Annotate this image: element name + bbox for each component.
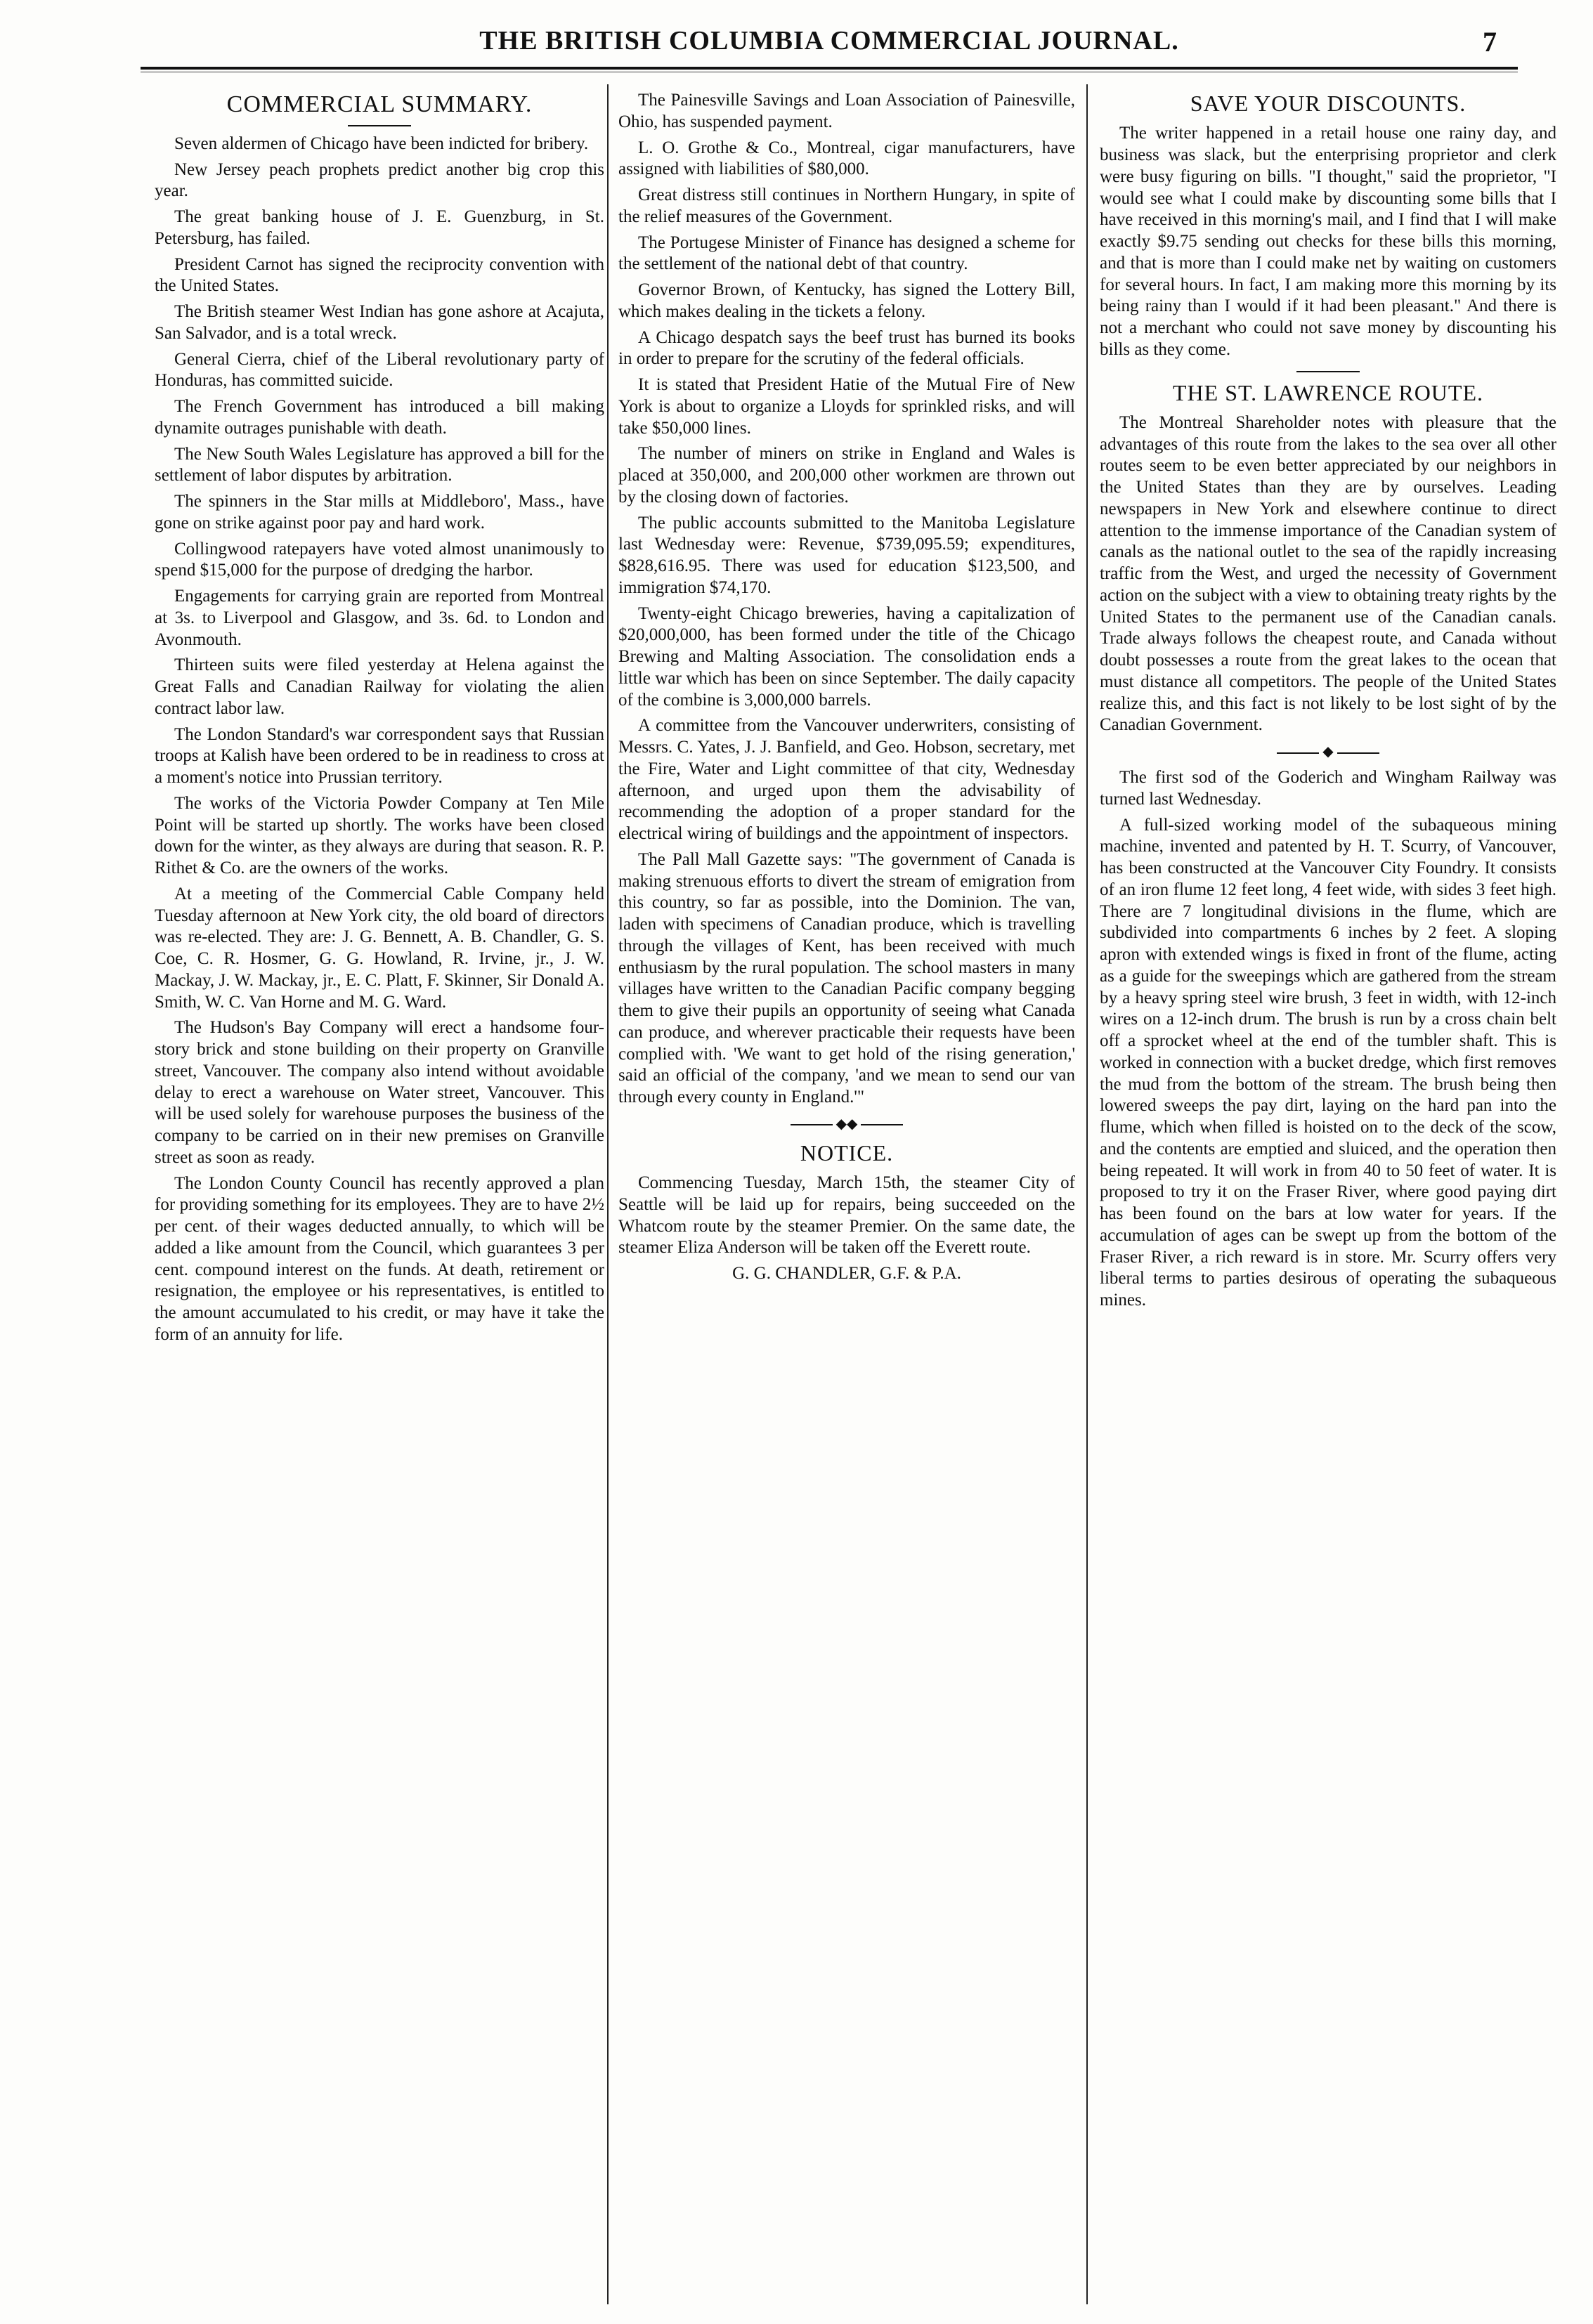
news-item: Great distress still continues in Northern Hungary, in spite of the relief measures of the Government. — [618, 185, 1075, 226]
news-item: The spinners in the Star mills at Middleboro', Mass., have gone on strike against poor pay and hard work. — [155, 492, 604, 533]
notice-signature: G. G. CHANDLER, G.F. & P.A. — [732, 1264, 961, 1284]
news-item: It is stated that President Hatie of the Mutual Fire of New York is about to organize a Lloyds for sprinkled risks, and will take $50,000 lines. — [618, 375, 1075, 438]
article-text: The writer happened in a retail house one rainy day, and business was slack, but the enterprising proprietor and clerk were busy figuring on bills. "I thought," said the proprietor, "I would see what I could make by discounting some bills that I have received in this morning's mail, and I find that I will make exactly $9.75 sending out checks for these bills this morning, and that is more than I could make net by waiting on customers for several hours. In fact, I am making more this morning by its being rainy than I would if it had been pleasant." And there is not a merchant who could not save money by discounting his bills as they come. — [1100, 124, 1556, 359]
news-item: The Hudson's Bay Company will erect a handsome four-story brick and stone building on their property on Granville street, Vancouver. The company also intend without avoidable delay to erect a warehouse on Water street, Vancouver. This will be used solely for warehouse purposes the business of the company to be carried on in their new premises on Granville street as soon as ready. — [155, 1018, 604, 1167]
article-text: The Montreal Shareholder notes with pleasure that the advantages of this route from the lakes to the sea over all other routes seem to be even better appreciated by our neighbors in the United States than they are by ourselves. Leading newspapers in New York and elsewhere continue to direct attention to the immense importance of the Canadian system of canals as the national outlet to the sea of the rapidly increasing traffic from the West, and urged the necessity of Government action on the subject with a view to obtaining treaty rights by the United States to the permanent use of the Canadian canals. Trade always follows the cheapest route, and Canada without doubt possesses a route from the great lakes to the ocean that must distance all competitors. The people of the United States realize this, and this fact is not likely to be lost sight of by the Canadian Government. — [1100, 412, 1556, 735]
news-item: The public accounts submitted to the Manitoba Legislature last Wednesday were: Revenue, $739,095.59; expenditures, $828,616.95. There was used for education $123,500, and immigration $74,170. — [618, 513, 1075, 597]
news-item: L. O. Grothe & Co., Montreal, cigar manufacturers, have assigned with liabilities of $80,000. — [618, 138, 1075, 179]
news-item: The works of the Victoria Powder Company at Ten Mile Point will be started up shortly. The works have been closed down for the winter, as they always are during that season. R. P. Rithet & Co. are the owners of the works. — [155, 793, 604, 878]
section-heading: THE ST. LAWRENCE ROUTE. — [1172, 379, 1483, 405]
column-news-continued — [618, 90, 1075, 1285]
section-heading: COMMERCIAL SUMMARY. — [226, 91, 533, 117]
page-number: 7 — [1483, 26, 1497, 58]
column-divider — [1086, 84, 1088, 2304]
column-commercial-summary — [155, 90, 604, 1350]
news-item: New Jersey peach prophets predict another big crop this year. — [155, 159, 604, 201]
news-item: Thirteen suits were filed yesterday at Helena against the Great Falls and Canadian Railway for violating the alien contract labor law. — [155, 655, 604, 718]
journal-title: THE BRITISH COLUMBIA COMMERCIAL JOURNAL. — [479, 26, 1179, 56]
news-item: The French Government has introduced a bill making dynamite outrages punishable with death. — [155, 397, 604, 438]
news-item: Collingwood ratepayers have voted almost unanimously to spend $15,000 for the purpose of dredging the harbor. — [155, 539, 604, 580]
column-features — [1100, 90, 1556, 1316]
news-item: At a meeting of the Commercial Cable Company held Tuesday afternoon at New York city, the old board of directors was re-elected. They are: J. G. Bennett, A. B. Chandler, G. S. Coe, C. R. Hosmer, G. G. Howland, R. Irvine, jr., J. W. Mackay, J. W. Mackay, jr., E. C. Platt, F. Skinner, Sir Donald A. Smith, W. C. Van Horne and M. G. Ward. — [155, 884, 604, 1012]
news-item: President Carnot has signed the reciprocity convention with the United States. — [155, 254, 604, 296]
news-item: The London Standard's war correspondent says that Russian troops at Kalish have been ordered to be in readiness to cross at a moment's notice into Prussian territory. — [155, 724, 604, 788]
news-item: A committee from the Vancouver underwriters, consisting of Messrs. C. Yates, J. J. Banfield, and Geo. Hobson, secretary, met the Fire, Water and Light committee of that city, Wednesday afternoon, and urged upon them the advisability of recommending the adoption of a proper standard for the electrical wiring of buildings and the appointment of inspectors. — [618, 716, 1075, 843]
news-item: A Chicago despatch says the beef trust has burned its books in order to prepare for the scrutiny of the federal officials. — [618, 327, 1075, 369]
header-rule — [141, 67, 1518, 72]
column-divider — [607, 84, 609, 2304]
news-item: The New South Wales Legislature has approved a bill for the settlement of labor disputes by arbitration. — [155, 444, 604, 485]
news-item: The Painesville Savings and Loan Association of Painesville, Ohio, has suspended payment. — [618, 91, 1075, 131]
news-item: The Pall Mall Gazette says: "The government of Canada is making strenuous efforts to divert the stream of emigration from this country, so far as possible, into the Dominion. The van, laden with specimens of Canadian produce, which is travelling through the villages of Kent, has been received with much enthusiasm by the rural population. The school masters in many villages have written to the Canadian Pacific company begging them to give their pupils an opportunity of seeing what Canada can produce, and wherever practicable their requests have been complied with. 'We want to get hold of the rising generation,' said an official of the company, 'and we mean to send our van through every county in England.'" — [618, 849, 1075, 1106]
section-ornament: ◆◆ — [618, 1117, 1075, 1131]
page-header — [141, 21, 1518, 63]
section-rule — [1296, 371, 1360, 372]
news-item: General Cierra, chief of the Liberal revolutionary party of Honduras, has committed suicide. — [155, 349, 604, 391]
news-item: Twenty-eight Chicago breweries, having a capitalization of $20,000,000, has been formed under the title of the Chicago Brewing and Malting Association. The consolidation ends a little war which has been on since September. The daily capacity of the combine is 3,000,000 barrels. — [618, 603, 1075, 710]
news-item: Seven aldermen of Chicago have been indicted for bribery. — [174, 133, 589, 153]
section-heading: SAVE YOUR DISCOUNTS. — [1190, 91, 1467, 116]
news-item: The British steamer West Indian has gone ashore at Acajuta, San Salvador, and is a total wreck. — [155, 302, 604, 343]
heading-rule — [348, 125, 411, 126]
news-item: The first sod of the Goderich and Wingham Railway was turned last Wednesday. — [1100, 768, 1556, 809]
news-item: The number of miners on strike in England and Wales is placed at 350,000, and 200,000 other workmen are thrown out by the closing down of factories. — [618, 444, 1075, 507]
notice-heading: NOTICE. — [800, 1140, 894, 1166]
article-text: A full-sized working model of the subaqueous mining machine, invented and patented by H. T. Scurry, of Vancouver, has been constructed at the Vancouver City Foundry. It consists of an iron flume 12 feet long, 4 feet wide, with sides 3 feet high. There are 7 longitudinal divisions in the flume, which are subdivided into compartments 6 inches by 2 feet. A sloping apron with extended wings is fixed in front of the flume, acting as a guide for the sweepings which are gathered from the stream by a heavy spring steel wire brush, 3 feet in width, with 12-inch wires on a 12-inch drum. The brush is run by a cross chain belt off a sprocket wheel at the end of the tumbler shaft. This is worked in connection with a bucket dredge, which first removes the mud from the bottom of the stream. The brush being then lowered sweeps the pay dirt, laying on the hard pan into the flume, which when filled is hoisted on to the deck of the scow, and the contents are emptied and sluiced, and the operation then being repeated. It will work in from 40 to 50 feet of water. It is proposed to try it on the Fraser River, where good paying dirt has been found on the bars at low water for years. If the accumulation of ages can be swept up from the bottom of the Fraser River, a rich reward is in store. Mr. Scurry offers very liberal terms to parties desirous of operating the subaqueous mines. — [1100, 815, 1556, 1310]
section-ornament: ◆ — [1100, 745, 1556, 759]
news-item: Engagements for carrying grain are reported from Montreal at 3s. to Liverpool and Glasgow, and 3s. 6d. to London and Avonmouth. — [155, 587, 604, 649]
news-item: Governor Brown, of Kentucky, has signed the Lottery Bill, which makes dealing in the tickets a felony. — [618, 280, 1075, 321]
news-item: The London County Council has recently approved a plan for providing something for its employees. They are to have 2½ per cent. of their wages deducted annually, to which will be added a like amount from the Council, which guarantees 3 per cent. compound interest on the funds. At death, retirement or resignation, the employee or his representatives, is entitled to the amount accumulated to his credit, or may have it take the form of an annuity for life. — [155, 1173, 604, 1344]
news-item: The Portugese Minister of Finance has designed a scheme for the settlement of the national debt of that country. — [618, 233, 1075, 274]
news-item: The great banking house of J. E. Guenzburg, in St. Petersburg, has failed. — [155, 207, 604, 248]
notice-text: Commencing Tuesday, March 15th, the steamer City of Seattle will be laid up for repairs, being succeeded on the Whatcom route by the steamer Premier. On the same date, the steamer Eliza Anderson will be taken off the Everett route. — [618, 1173, 1075, 1258]
